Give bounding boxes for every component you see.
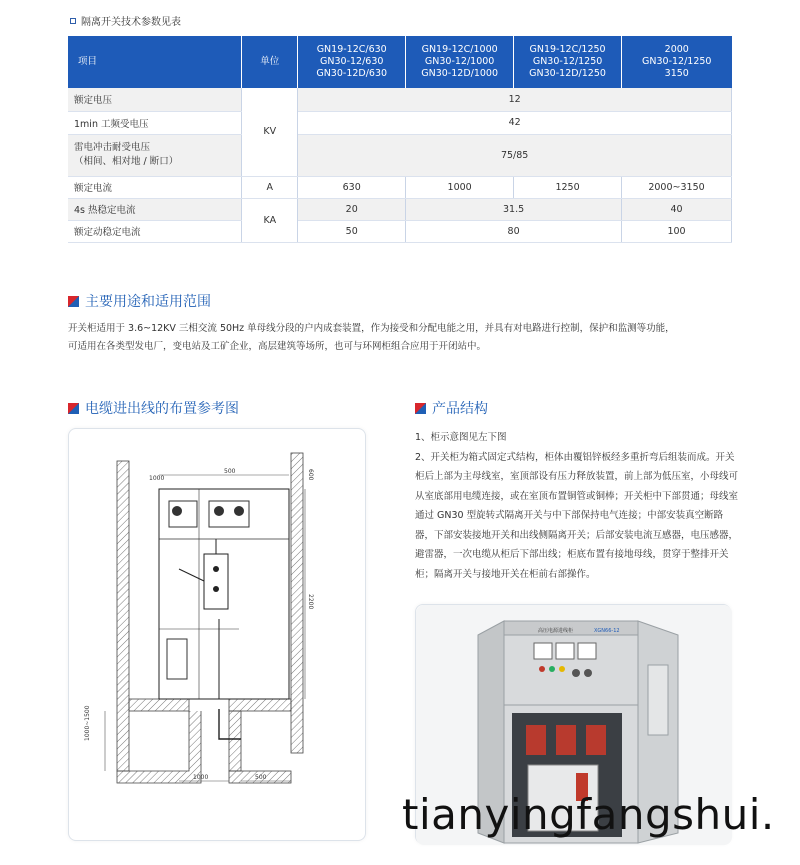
floor-left xyxy=(129,699,189,711)
svg-text:500: 500 xyxy=(255,774,267,781)
header-model-1000: GN19-12C/1000 GN30-12/1000 GN30-12D/1000 xyxy=(406,36,514,88)
table-title xyxy=(70,13,181,28)
cable-heading: 电缆进出线的布置参考图 xyxy=(68,398,239,418)
svg-text:1000: 1000 xyxy=(149,475,165,482)
svg-text:高压电源进线柜: 高压电源进线柜 xyxy=(538,628,574,634)
header-unit: 单位 xyxy=(242,36,298,88)
square-bullet-icon xyxy=(70,18,76,24)
table-row: 额定动稳定电流 50 80 100 xyxy=(68,220,732,242)
svg-text:500: 500 xyxy=(224,468,236,475)
unit-ka: KA xyxy=(242,198,298,242)
table-title-text: 隔离开关技术参数见表 xyxy=(81,17,181,28)
right-wall xyxy=(291,453,303,753)
table-row: 额定电压 KV 12 xyxy=(68,88,732,111)
header-model-1250: GN19-12C/1250 GN30-12/1250 GN30-12D/1250 xyxy=(514,36,622,88)
cable-diagram-panel xyxy=(68,428,366,841)
header-model-2000: 2000 GN30-12/1250 3150 xyxy=(622,36,732,88)
header-model-630: GN19-12C/630 GN30-12/630 GN30-12D/630 xyxy=(298,36,406,88)
table-row: 雷电冲击耐受电压 （相间、相对地 / 断口） 75/85 xyxy=(68,134,732,176)
table-header-row xyxy=(68,36,732,88)
svg-text:1000~1500: 1000~1500 xyxy=(84,705,91,741)
section-flag-icon xyxy=(68,403,79,414)
usage-heading: 主要用途和适用范围 xyxy=(68,291,211,311)
table-row: 4s 热稳定电流 KA 20 31.5 40 xyxy=(68,198,732,220)
header-item: 项目 xyxy=(68,36,242,88)
floor-right xyxy=(229,699,291,711)
structure-text: 1、柜示意图见左下图 2、开关柜为箱式固定式结构，柜体由覆铝锌板经多重折弯后组装而成。开关柜后上部为主母线室，室顶部设有压力释放装置，前上部为低压室，小母线可从室底部用电缆连接，或在室顶布置铜管或铜棒；开关柜中下部贯通；母线室通过 GN30 型旋转式隔离开关与中下部保持电气连接；中部安装真空断路器，下部安装接地开关和出线侧隔离开关；后部安装电流互感器，电压感器，避雷器，一次电缆从柜后下部出线；柜底布置有接地母线，贯穿于整排开关柜；隔离开关与接地开关在柜前右部操作。 xyxy=(415,432,739,580)
cable-layout-diagram xyxy=(69,429,367,842)
parameter-table xyxy=(68,36,732,243)
unit-kv: KV xyxy=(242,88,298,176)
watermark-text: tianyingfangshui. xyxy=(402,790,775,839)
cable-trench xyxy=(117,711,201,783)
section-flag-icon xyxy=(68,296,79,307)
svg-text:2200: 2200 xyxy=(307,594,314,610)
svg-text:1000: 1000 xyxy=(193,774,209,781)
cabinet-outline xyxy=(159,489,289,699)
svg-text:600: 600 xyxy=(307,469,314,481)
left-wall xyxy=(117,461,129,771)
table-row: 额定电流 A 630 1000 1250 2000~3150 xyxy=(68,176,732,198)
section-flag-icon xyxy=(415,403,426,414)
svg-text:XGN66-12: XGN66-12 xyxy=(594,628,620,634)
structure-heading: 产品结构 xyxy=(415,398,488,418)
usage-text: 开关柜适用于 3.6~12KV 三相交流 50Hz 单母线分段的户内成套装置，作为接受和分配电能之用，并具有对电路进行控制，保护和监测等功能， 可适用在各类型发电厂，变电站及工矿企业，高层建筑等场所，也可与环网柜组合应用于开闭站中。 xyxy=(68,323,675,352)
table-row: 1min 工频受电压 42 xyxy=(68,111,732,134)
